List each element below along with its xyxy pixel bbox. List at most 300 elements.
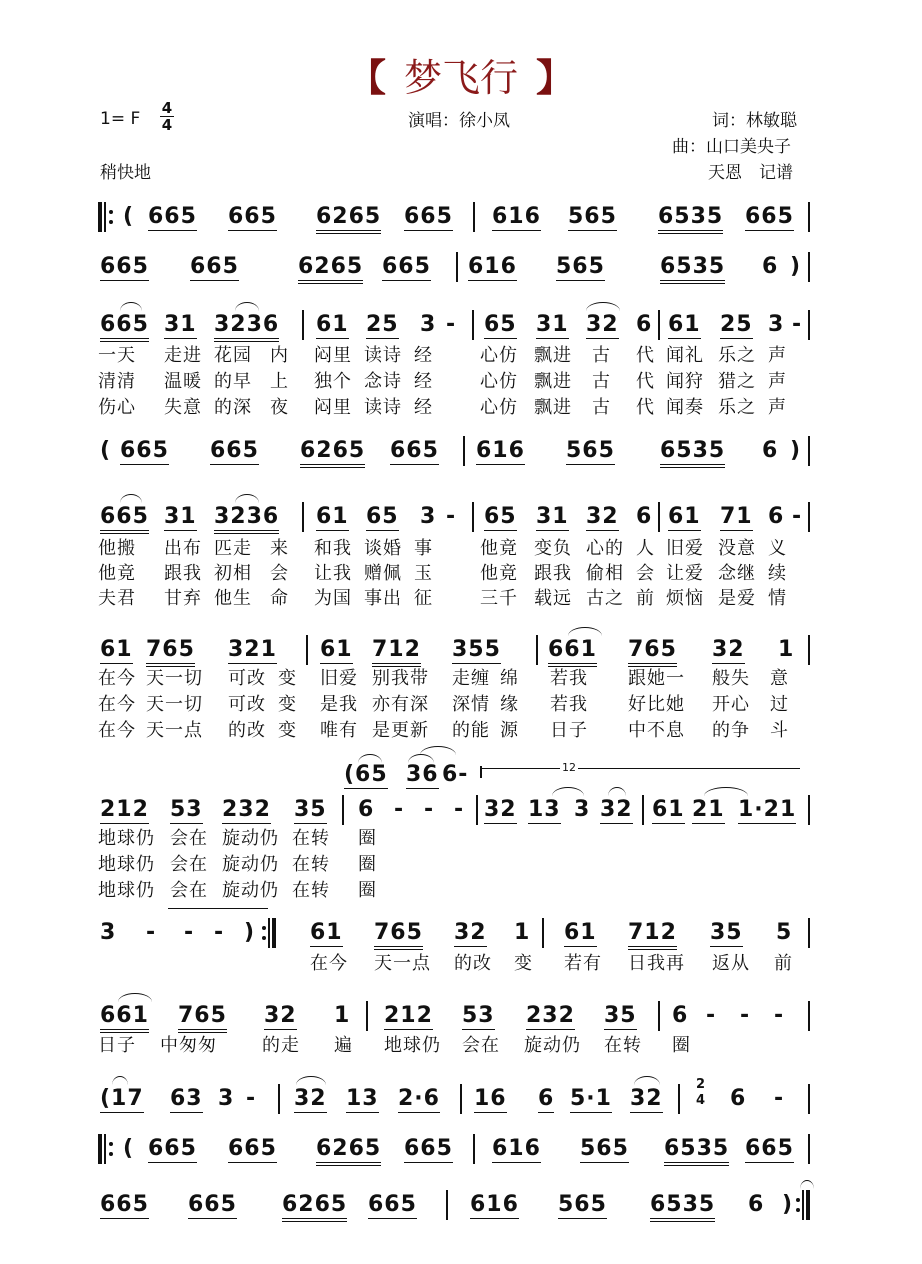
lyric: 的争 [712,720,750,741]
lyric: 别我带 [372,668,429,689]
lyric: 闷里 [314,397,352,418]
bar-line [808,1084,810,1114]
note-token: - [446,312,457,337]
note-token: - [424,797,435,822]
bar-line [658,1001,660,1031]
note-token: 616 [492,204,541,229]
slur-mark [608,787,626,796]
lyric: 声 [768,397,787,418]
note-token: - [454,797,465,822]
lyric: 没意 [718,538,756,559]
note-token: 6535 [660,254,725,284]
lyric: 甘弃 [164,588,202,609]
lyric: 在今 [310,953,348,974]
lyric: 征 [414,588,433,609]
lyric: 玉 [414,563,433,584]
lyric: 烦恼 [666,588,704,609]
note-token: 1 [514,920,531,945]
note-token: 6265 [298,254,363,284]
lyric: 深情 [452,694,490,715]
note-token: 6 [768,504,785,529]
note-token: 32 [264,1003,297,1028]
bar-line [472,310,474,340]
lyric: 旧爱 [666,538,704,559]
note-token: 35 [294,797,327,822]
note-token: 665 [745,1136,794,1161]
note-token: 71 [720,504,753,529]
lyric: 在今 [98,694,136,715]
lyric: 的走 [262,1035,300,1056]
note-token: - [446,504,457,529]
lyric: 事出 [364,588,402,609]
note-token: 6535 [664,1136,729,1166]
lyric: 代 [636,371,655,392]
time-sig-top: 4 [161,99,173,117]
note-token: 565 [566,438,615,463]
note-token: 36 [406,762,439,787]
note-token: 665 [190,254,239,279]
slur-mark [120,302,142,311]
lyric: 和我 [314,538,352,559]
lyric: 般失 [712,668,750,689]
lyric: 地球仍 [98,854,155,875]
bar-line [808,252,810,282]
time-sig-change-bottom: 4 [696,1093,707,1108]
volta-label: 12 [562,761,576,774]
note-token: 21 [692,797,725,822]
lyric: 日我再 [628,953,685,974]
note-token: 232 [526,1003,575,1028]
bar-line [472,502,474,532]
lyric: 可改 [228,694,266,715]
lyric: 义 [768,538,787,559]
title-bracket-right: 】 [536,56,575,100]
note-token: 565 [568,204,617,229]
note-token: 212 [384,1003,433,1028]
lyric: 念诗 [364,371,402,392]
note-token: 61 [100,637,133,662]
lyric: 若有 [564,953,602,974]
bar-line [302,502,304,532]
lyric: 亦有深 [372,694,429,715]
slur-mark [586,302,620,311]
note-token: 5·1 [570,1086,612,1111]
lyric: 初相 [214,563,252,584]
note-token: 565 [580,1136,629,1161]
note-token: 565 [558,1192,607,1217]
lyric: 会在 [170,854,208,875]
note-token: (65 [344,762,388,787]
lyric: 圈 [358,880,377,901]
lyric: 的改 [228,720,266,741]
lyric: 绵 [500,668,519,689]
lyric: 变 [278,694,297,715]
repeat-end-sign [796,1190,816,1220]
note-token: 61 [316,504,349,529]
lyric: 经 [414,371,433,392]
note-token: 53 [170,797,203,822]
bar-line [463,436,465,466]
slur-mark [568,627,602,636]
lyricist: 词：林敏聪 [712,111,797,131]
note-token: 32 [712,637,745,662]
note-token: 32 [630,1086,663,1111]
repeat-start-sign [98,1134,118,1164]
note-token: 13 [346,1086,379,1111]
note-token: 61 [668,312,701,337]
lyric: 匹走 [214,538,252,559]
lyric: 偷相 [586,563,624,584]
note-token: 6 [538,1086,555,1111]
note-token: 61 [320,637,353,662]
lyric: 中不息 [628,720,685,741]
note-token: 32 [454,920,487,945]
note-token: 6 [762,254,779,279]
note-token: 765 [374,920,423,950]
lyric: 谈婚 [364,538,402,559]
lyric: 日子 [98,1035,136,1056]
lyric: 古 [592,371,611,392]
lyric: 旋动仍 [222,828,279,849]
lyric: 在转 [292,828,330,849]
lyric: 在今 [98,720,136,741]
lyric: 心的 [586,538,624,559]
note-token: 712 [628,920,677,950]
note-token: 3236 [214,312,279,342]
note-token: 53 [462,1003,495,1028]
note-token: 665 [228,1136,277,1161]
note-token: 6535 [650,1192,715,1222]
note-token: 665 [368,1192,417,1217]
time-sig-bottom: 4 [161,116,173,134]
lyric: 若我 [550,694,588,715]
slur-mark [235,494,259,503]
bar-line [476,795,478,825]
note-token: 665 [404,204,453,229]
key-signature: 1= F [100,109,141,129]
transcriber: 天恩 记谱 [708,163,793,183]
note-token: - [792,312,803,337]
lyric: 会 [636,563,655,584]
note-token: 665 [148,1136,197,1161]
note-token: - [394,797,405,822]
note-token: 665 [100,312,149,342]
note-token: 13 [528,797,561,822]
note-token: - [792,504,803,529]
bar-line [306,635,308,665]
note-token: 6265 [316,204,381,234]
bar-line [642,795,644,825]
lyric: 出布 [164,538,202,559]
note-token: ( [100,438,112,463]
lyric: 是我 [320,694,358,715]
note-token: 6- [442,762,469,787]
lyric: 赠佩 [364,563,402,584]
note-token: ) [782,1192,794,1217]
lyric: 可改 [228,668,266,689]
lyric: 若我 [550,668,588,689]
lyric: 地球仍 [98,880,155,901]
note-token: - [774,1086,785,1111]
bar-line [808,436,810,466]
note-token: 665 [100,1192,149,1217]
lyric: 闻狩 [666,371,704,392]
lyric: 让爱 [666,563,704,584]
bar-line [302,310,304,340]
note-token: 355 [452,637,501,662]
lyric: 地球仍 [98,828,155,849]
lyric: 声 [768,345,787,366]
note-token: 16 [474,1086,507,1111]
note-token: 661 [548,637,597,667]
bar-line [473,1134,475,1164]
lyric: 源 [500,720,519,741]
lyric: 飘进 [534,397,572,418]
note-token: - [706,1003,717,1028]
slur-mark [235,302,259,311]
note-token: 665 [404,1136,453,1161]
slur-mark [120,494,142,503]
lyric: 情 [768,588,787,609]
note-token: 6535 [660,438,725,468]
slur-mark [704,787,748,796]
lyric: 心仿 [480,371,518,392]
note-token: 665 [390,438,439,463]
time-signature [160,100,174,133]
bar-line [808,202,810,232]
lyric: 花园 [214,345,252,366]
lyric: 来 [270,538,289,559]
note-token: 3 [420,312,437,337]
volta-bracket [480,768,800,769]
note-token: 6 [748,1192,765,1217]
note-token: 6 [636,504,653,529]
note-token: 65 [484,312,517,337]
lyric: 过 [770,694,789,715]
note-token: 665 [210,438,259,463]
lyric: 旋动仍 [222,854,279,875]
lyric: 命 [270,588,289,609]
lyric: 清清 [98,371,136,392]
note-token: 31 [164,312,197,337]
note-token: 3 [768,312,785,337]
note-token: 5 [776,920,793,945]
lyric: 地球仍 [384,1035,441,1056]
bar-line [808,502,810,532]
note-token: 665 [382,254,431,279]
note-token: ) [790,438,802,463]
bar-line [808,918,810,948]
note-token: 65 [484,504,517,529]
lyric: 跟我 [534,563,572,584]
lyric: 古之 [586,588,624,609]
note-token: 6 [730,1086,747,1111]
lyric: 圈 [358,828,377,849]
lyric: 的深 [214,397,252,418]
note-token: 61 [316,312,349,337]
note-token: 61 [310,920,343,945]
note-token: 321 [228,637,277,662]
lyric: 前 [774,953,793,974]
lyric: 人 [636,538,655,559]
lyric: 中匆匆 [160,1035,217,1056]
lyric: 闷里 [314,345,352,366]
lyric: 变负 [534,538,572,559]
note-token: 665 [120,438,169,463]
note-token: - [246,1086,257,1111]
note-token: ( [123,204,135,229]
bar-line [366,1001,368,1031]
lyric: 是爱 [718,588,756,609]
lyric: 温暖 [164,371,202,392]
lyric: 心仿 [480,345,518,366]
lyric: 在今 [98,668,136,689]
lyric: 读诗 [364,345,402,366]
note-token: 665 [148,204,197,229]
lyric: 是更新 [372,720,429,741]
lyric: 猎之 [718,371,756,392]
lyric: 他竟 [480,563,518,584]
note-token: 2·6 [398,1086,440,1111]
note-token: 1 [778,637,795,662]
bar-line [808,1134,810,1164]
note-token: 31 [164,504,197,529]
lyric: 读诗 [364,397,402,418]
note-token: 65 [366,504,399,529]
note-token: 3236 [214,504,279,534]
lyric: 让我 [314,563,352,584]
lyric: 斗 [770,720,789,741]
note-token: 35 [604,1003,637,1028]
lyric: 续 [768,563,787,584]
note-token: 31 [536,504,569,529]
note-token: 3 [574,797,591,822]
composer: 曲：山口美央子 [672,137,791,157]
lyric: 飘进 [534,371,572,392]
lyric: 乐之 [718,345,756,366]
lyric: 乐之 [718,397,756,418]
lyric: 跟她一 [628,668,685,689]
note-token: 565 [556,254,605,279]
lyric: 会在 [170,828,208,849]
lyric: 的改 [454,953,492,974]
slur-mark [296,1076,326,1085]
bar-line [808,635,810,665]
note-token: 3 [218,1086,235,1111]
bar-line [278,1084,280,1114]
lyric: 旋动仍 [524,1035,581,1056]
lyric: 事 [414,538,433,559]
lyric: 内 [270,345,289,366]
lyric: 的早 [214,371,252,392]
bar-line [473,202,475,232]
bar-line [446,1190,448,1220]
note-token: 616 [476,438,525,463]
lyric: 为国 [314,588,352,609]
lyric: 变 [278,720,297,741]
bar-line [342,795,344,825]
slur-mark [112,1076,128,1085]
lyric: 经 [414,397,433,418]
note-token: - [774,1003,785,1028]
note-token: - [146,920,157,945]
note-token: 61 [652,797,685,822]
bar-line [460,1084,462,1114]
slur-mark [552,787,584,796]
lyric: 天一点 [374,953,431,974]
note-token: - [214,920,225,945]
note-token: 31 [536,312,569,337]
bar-line [658,310,660,340]
lyric: 载远 [534,588,572,609]
lyric: 返从 [712,953,750,974]
lyric: 走缠 [452,668,490,689]
note-token: 61 [668,504,701,529]
lyric: 代 [636,345,655,366]
lyric: 旋动仍 [222,880,279,901]
lyric: 唯有 [320,720,358,741]
lyric: 经 [414,345,433,366]
lyric: 独个 [314,371,352,392]
note-token: 32 [586,312,619,337]
repeat-end-sign [262,918,282,948]
note-token: - [184,920,195,945]
note-token: 616 [468,254,517,279]
lyric: 变 [514,953,533,974]
note-token: 32 [484,797,517,822]
lyric: 失意 [164,397,202,418]
note-token: 6 [358,797,375,822]
time-sig-change-top: 2 [696,1077,707,1092]
note-token: ( [123,1136,135,1161]
lyric: 天一点 [146,720,203,741]
lyric: 的能 [452,720,490,741]
lyric: 一天 [98,345,136,366]
volta-bracket-end [168,908,268,909]
lyric: 变 [278,668,297,689]
note-token: 6265 [300,438,365,468]
lyric: 缘 [500,694,519,715]
lyric: 他竟 [480,538,518,559]
lyric: 日子 [550,720,588,741]
lyric: 三千 [480,588,518,609]
title-text: 梦飞行 [403,56,518,100]
lyric: 意 [770,668,789,689]
note-token: (17 [100,1086,144,1111]
lyric: 开心 [712,694,750,715]
note-token: 6 [636,312,653,337]
lyric: 在转 [604,1035,642,1056]
note-token: - [740,1003,751,1028]
lyric: 会在 [170,880,208,901]
note-token: 25 [366,312,399,337]
bar-line [542,918,544,948]
lyric: 前 [636,588,655,609]
note-token: 616 [470,1192,519,1217]
bar-line [808,310,810,340]
note-token: 6265 [282,1192,347,1222]
note-token: 3 [420,504,437,529]
song-title [0,52,922,104]
lyric: 好比她 [628,694,685,715]
note-token: 6535 [658,204,723,234]
note-token: 765 [178,1003,227,1033]
note-token: 661 [100,1003,149,1033]
note-token: 6265 [316,1136,381,1166]
note-token: 665 [745,204,794,229]
note-token: 665 [188,1192,237,1217]
singer: 演唱：徐小凤 [408,111,510,131]
